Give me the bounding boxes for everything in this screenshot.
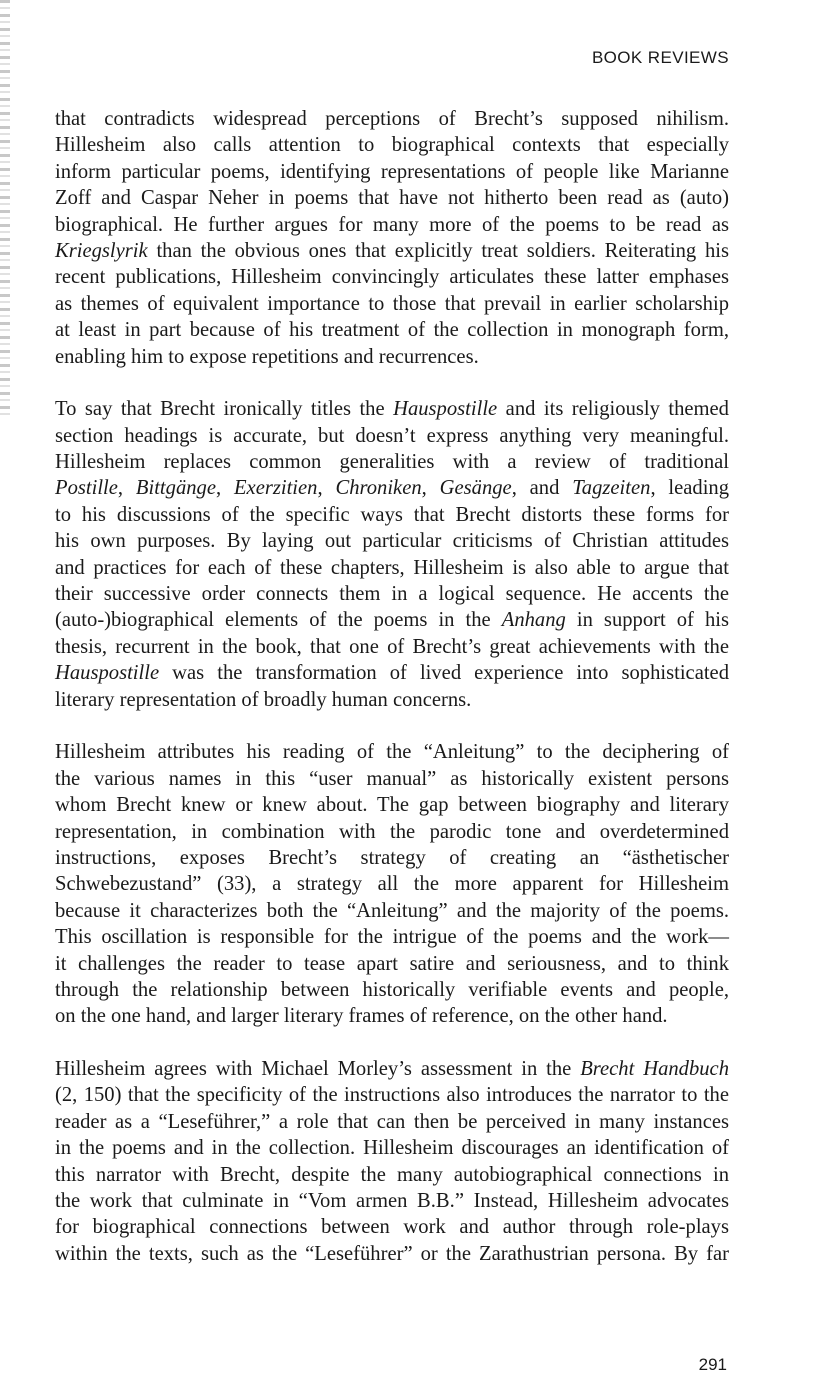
text-run: Hillesheim also calls attention to biographical contexts that especially (55, 134, 729, 157)
text-line (55, 607, 729, 633)
text-line (55, 264, 729, 290)
text-run: than the obvious ones that explicitly treat soldiers. Reiterating his (147, 239, 729, 262)
italic-title: Hauspostille (393, 398, 498, 421)
text-line (55, 581, 729, 607)
text-run: To say that Brecht ironically titles the (55, 398, 394, 421)
text-run: because it characterizes both the “Anleitung” and the majority of the poems. (55, 899, 729, 922)
text-run: , leading (650, 477, 730, 500)
italic-title: Tagzeiten (572, 477, 651, 500)
italic-title: Kriegslyrik (55, 239, 148, 262)
text-line (55, 291, 729, 317)
running-header: BOOK REVIEWS (591, 48, 729, 67)
text-line (55, 423, 729, 449)
text-run: , (117, 477, 136, 500)
text-line (55, 528, 729, 554)
text-line (55, 1109, 729, 1135)
text-run: for biographical connections between work and author through role-plays (55, 1216, 729, 1239)
text-run: on the one hand, and larger literary frames of reference, on the other hand. (55, 1005, 668, 1028)
text-line (55, 819, 729, 845)
text-run: Hillesheim replaces common generalities with a review of traditional (55, 451, 729, 474)
text-run: representation, in combination with the parodic tone and overdetermined (55, 820, 729, 843)
text-run: that contradicts widespread perceptions of Brecht’s supposed nihilism. (55, 108, 729, 130)
text-line (55, 475, 729, 501)
text-run: and practices for each of these chapters, Hillesheim is also able to argue that (55, 556, 729, 579)
text-run: in the poems and in the collection. Hillesheim discourages an identification of (55, 1137, 729, 1160)
text-line (55, 185, 729, 211)
text-line (55, 792, 729, 818)
text-run: recent publications, Hillesheim convincingly articulates these latter emphases (55, 266, 729, 289)
text-run: inform particular poems, identifying representations of people like Marianne (55, 160, 729, 183)
text-run: Hillesheim agrees with Michael Morley’s assessment in the (55, 1058, 581, 1081)
text-line (55, 977, 729, 1003)
text-run: thesis, recurrent in the book, that one of Brecht’s great achievements with the (55, 635, 729, 658)
text-run: (auto-)biographical elements of the poems in the (55, 609, 502, 632)
text-run: , (317, 477, 336, 500)
text-run: to his discussions of the specific ways that Brecht distorts these forms for (55, 503, 729, 526)
text-run: , and (511, 477, 573, 500)
paragraph (55, 106, 729, 370)
text-run: Zoff and Caspar Neher in poems that have not hitherto been read as (auto) (55, 187, 729, 210)
text-line (55, 687, 729, 713)
text-line (55, 1082, 729, 1108)
text-run: Schwebezustand” (33), a strategy all the more apparent for Hillesheim (55, 873, 729, 896)
text-line (55, 898, 729, 924)
text-run: biographical. He further argues for many more of the poems to be read as (55, 213, 729, 236)
text-run: enabling him to expose repetitions and recurrences. (55, 345, 479, 368)
text-run: reader as a “Leseführer,” a role that can then be perceived in many instances (55, 1110, 729, 1133)
text-run: the various names in this “user manual” as historically existent persons (55, 767, 729, 790)
text-line (55, 555, 729, 581)
text-run: was the transformation of lived experience into sophisticated (159, 662, 729, 685)
italic-title: Postille (55, 477, 118, 500)
text-line (55, 159, 729, 185)
text-line (55, 449, 729, 475)
text-line (55, 660, 729, 686)
text-line (55, 1214, 729, 1240)
text-run: , (215, 477, 234, 500)
text-line (55, 1241, 729, 1267)
italic-title: Gesänge (439, 477, 512, 500)
text-line (55, 344, 729, 370)
text-line (55, 951, 729, 977)
text-run: , (421, 477, 440, 500)
italic-title: Anhang (501, 609, 566, 632)
italic-title: Bittgänge (135, 477, 216, 500)
text-line (55, 502, 729, 528)
text-line (55, 1003, 729, 1029)
review-body (55, 106, 729, 1294)
text-line (55, 634, 729, 660)
text-line (55, 766, 729, 792)
text-run: instructions, exposes Brecht’s strategy of creating an “ästhetischer (55, 846, 729, 869)
text-line (55, 1135, 729, 1161)
text-line (55, 924, 729, 950)
text-run: Hillesheim attributes his reading of the “Anleitung” to the deciphering of (55, 741, 729, 764)
text-line (55, 106, 729, 132)
text-run: at least in part because of his treatment of the collection in monograph form, (55, 319, 729, 342)
italic-title: Brecht Handbuch (580, 1058, 729, 1081)
text-run: it challenges the reader to tease apart satire and seriousness, and to think (55, 952, 729, 975)
text-line (55, 132, 729, 158)
text-line (55, 238, 729, 264)
text-run: and its religiously themed (497, 398, 729, 421)
text-line (55, 212, 729, 238)
text-run: within the texts, such as the “Leseführer” or the Zarathustrian persona. By far (55, 1242, 729, 1265)
italic-title: Chroniken (335, 477, 422, 500)
text-run: This oscillation is responsible for the intrigue of the poems and the work— (55, 926, 729, 949)
text-run: his own purposes. By laying out particular criticisms of Christian attitudes (55, 530, 729, 553)
text-line (55, 1162, 729, 1188)
italic-title: Exerzitien (233, 477, 318, 500)
text-run: (2, 150) that the specificity of the instructions also introduces the narrator to the (55, 1084, 729, 1107)
text-run: whom Brecht knew or knew about. The gap between biography and literary (55, 794, 729, 817)
text-run: in support of his (565, 609, 729, 632)
text-run: as themes of equivalent importance to those that prevail in earlier scholarship (55, 292, 729, 315)
text-run: through the relationship between historically verifiable events and people, (55, 978, 729, 1001)
text-line (55, 845, 729, 871)
page-binding-edge (0, 0, 10, 420)
text-line (55, 1056, 729, 1082)
text-line (55, 396, 729, 422)
text-run: this narrator with Brecht, despite the many autobiographical connections in (55, 1163, 729, 1186)
paragraph (55, 396, 729, 713)
text-line (55, 1188, 729, 1214)
page-number: 291 (698, 1355, 727, 1374)
text-line (55, 739, 729, 765)
text-run: the work that culminate in “Vom armen B.B.” Instead, Hillesheim advocates (55, 1190, 729, 1213)
paragraph (55, 1056, 729, 1267)
italic-title: Hauspostille (55, 662, 160, 685)
text-line (55, 871, 729, 897)
text-run: literary representation of broadly human concerns. (55, 688, 472, 711)
text-run: their successive order connects them in a logical sequence. He accents the (55, 583, 729, 606)
text-run: section headings is accurate, but doesn’t express anything very meaningful. (55, 424, 729, 447)
text-line (55, 317, 729, 343)
paragraph (55, 739, 729, 1029)
